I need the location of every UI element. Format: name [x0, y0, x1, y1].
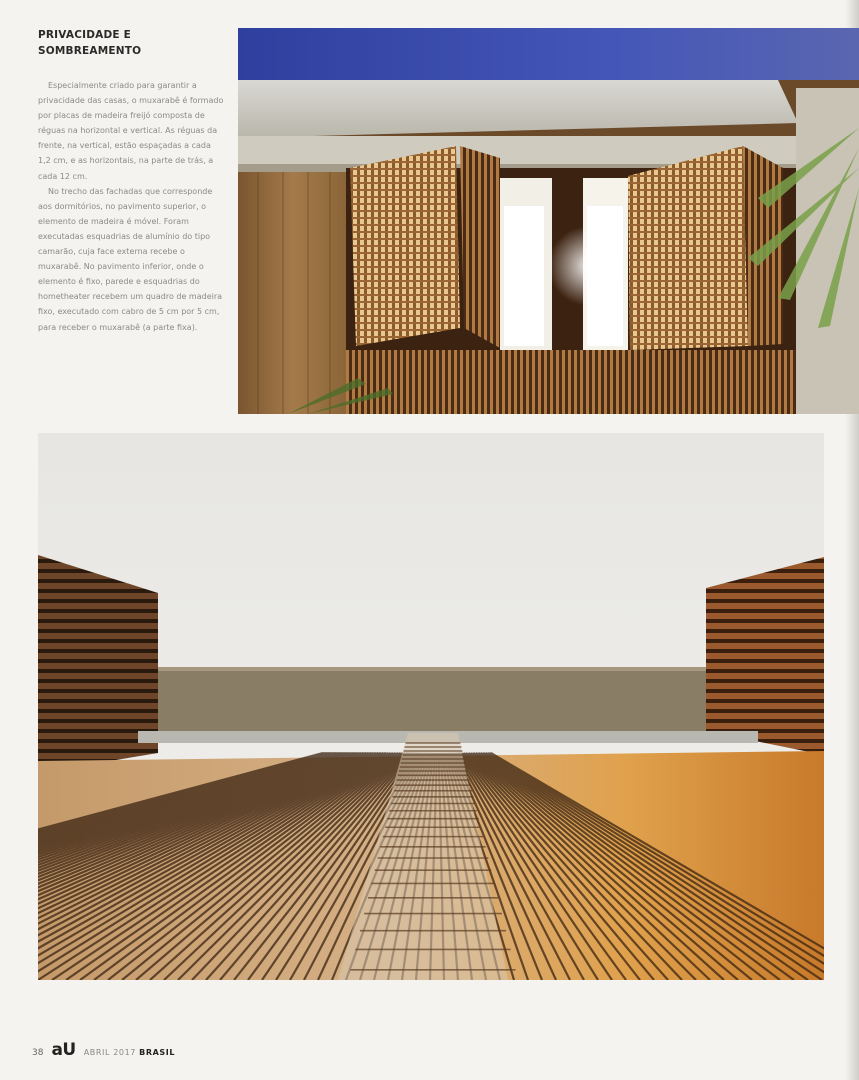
- issue-brand: BRASIL: [139, 1048, 176, 1057]
- article-body: [38, 78, 226, 335]
- issue-date: ABRIL 2017: [83, 1048, 136, 1057]
- magazine-logo: aU: [51, 1040, 76, 1060]
- section-heading: PRIVACIDADE E SOMBREAMENTO: [38, 29, 142, 57]
- wooden-deck-photo: [38, 433, 824, 980]
- page-footer: [32, 1040, 175, 1060]
- facade-shutters-photo: [238, 28, 859, 414]
- page-number: 38: [32, 1048, 44, 1058]
- paragraph-1: Especialmente criado para garantir a privacidade das casas, o muxarabê é formado por placas de madeira freijó composta de réguas na horizontal e vertical. As réguas da frente, na vertical, estão espaçadas a cada 1,2 cm, e as horizontais, na parte de trás, a cada 12 cm.: [38, 81, 224, 181]
- issue-line: [84, 1048, 175, 1057]
- paragraph-2: No trecho das fachadas que corresponde aos dormitórios, no pavimento superior, o elemento de madeira é móvel. Foram executadas esquadrias de alumínio do tipo camarão, cuja face externa recebe o muxarabê. No pavimento inferior, onde o elemento é fixo, parede e esquadrias do hometheater recebem um quadro de madeira fixo, executado com cabro de 5 cm por 5 cm, para receber o muxarabê (a parte fixa).: [38, 186, 223, 332]
